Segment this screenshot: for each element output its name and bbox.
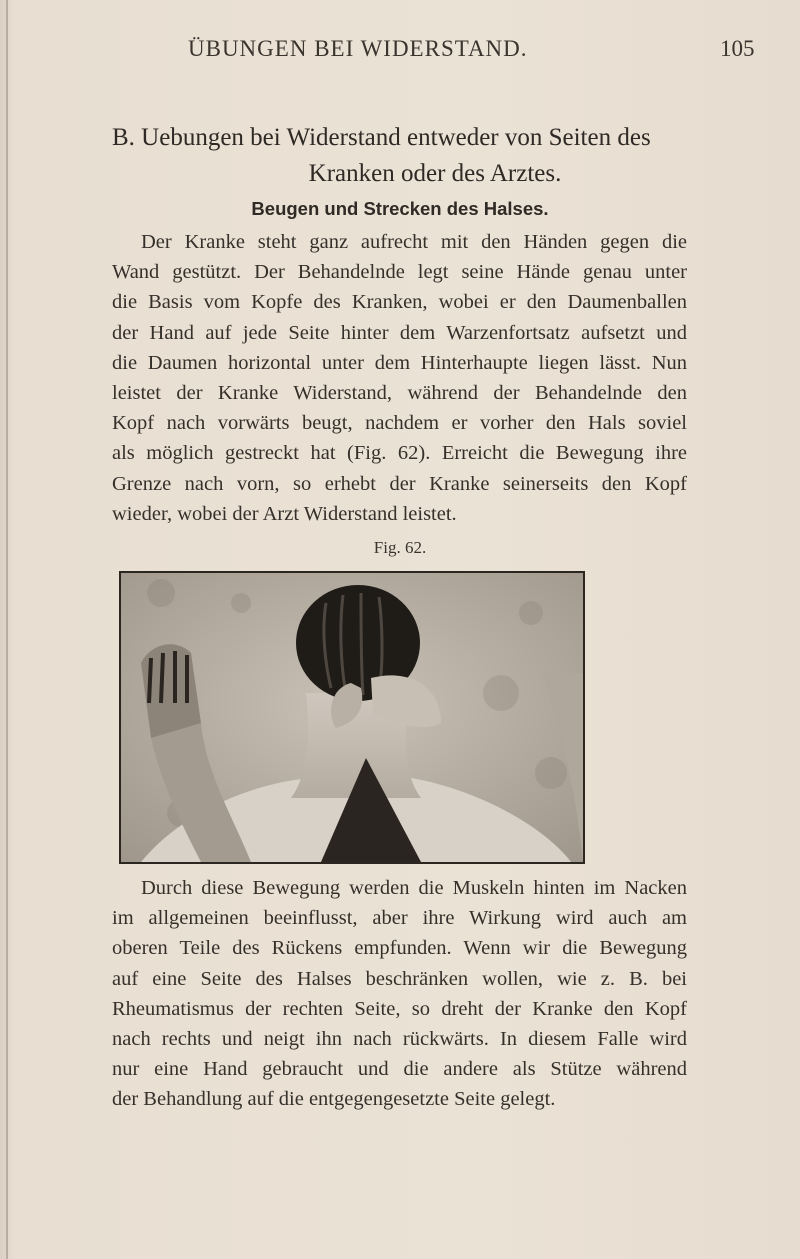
paragraph-line: im allgemeinen beeinflusst, aber ihre Wirkung wird auch am <box>112 907 687 930</box>
paragraph-line: nach rechts und neigt ihn nach rückwärts. In diesem Falle wird <box>112 1028 687 1051</box>
paragraph-line: leistet der Kranke Widerstand, während der Behandelnde den <box>112 382 687 405</box>
paragraph-line: Rheumatismus der rechten Seite, so dreht der Kranke den Kopf <box>112 997 687 1020</box>
paragraph-line: die Basis vom Kopfe des Kranken, wobei er den Daumenballen <box>112 291 687 314</box>
paragraph-line: Durch diese Bewegung werden die Muskeln hinten im Nacken <box>141 877 687 899</box>
subheading: Beugen und Strecken des Halses. <box>251 198 549 219</box>
paragraph-line: Wand gestützt. Der Behandelnde legt seine Hände genau unter <box>112 261 687 284</box>
paragraph-line: der Hand auf jede Seite hinter dem Warzenfortsatz aufsetzt und <box>112 321 687 344</box>
photo-illustration <box>121 573 583 862</box>
paragraph-line: Grenze nach vorn, so erhebt der Kranke seinerseits den Kopf <box>112 472 687 495</box>
figure-photo <box>119 571 585 864</box>
section-heading <box>100 120 700 192</box>
paragraph-2 <box>112 873 687 1115</box>
figure-caption: Fig. 62. <box>373 538 427 557</box>
paragraph-line: auf eine Seite des Halses beschränken wollen, wie z. B. bei <box>112 967 687 990</box>
page-spine-edge <box>6 0 8 1259</box>
page-number: 105 <box>720 36 755 61</box>
paragraph-line: als möglich gestreckt hat (Fig. 62). Erreicht die Bewegung ihre <box>112 442 687 465</box>
paragraph-line: Der Kranke steht ganz aufrecht mit den Händen gegen die <box>141 231 687 253</box>
paragraph-1 <box>112 227 687 529</box>
running-header-title: ÜBUNGEN BEI WIDERSTAND. <box>188 36 528 61</box>
paragraph-line: Kopf nach vorwärts beugt, nachdem er vorher den Hals soviel <box>112 412 687 435</box>
paragraph-line: nur eine Hand gebraucht und die andere als Stütze während <box>112 1058 687 1081</box>
paragraph-line: die Daumen horizontal unter dem Hinterhaupte liegen lässt. Nun <box>112 351 687 374</box>
section-heading-line-1: B. Uebungen bei Widerstand entweder von Seiten des <box>112 124 651 151</box>
paragraph-line: oberen Teile des Rückens empfunden. Wenn wir die Bewegung <box>112 937 687 960</box>
section-heading-line-2: Kranken oder des Arztes. <box>308 160 562 187</box>
running-header <box>0 36 800 66</box>
paragraph-line: der Behandlung auf die entgegengesetzte Seite gelegt. <box>112 1088 556 1111</box>
paragraph-line: wieder, wobei der Arzt Widerstand leistet. <box>112 502 457 525</box>
